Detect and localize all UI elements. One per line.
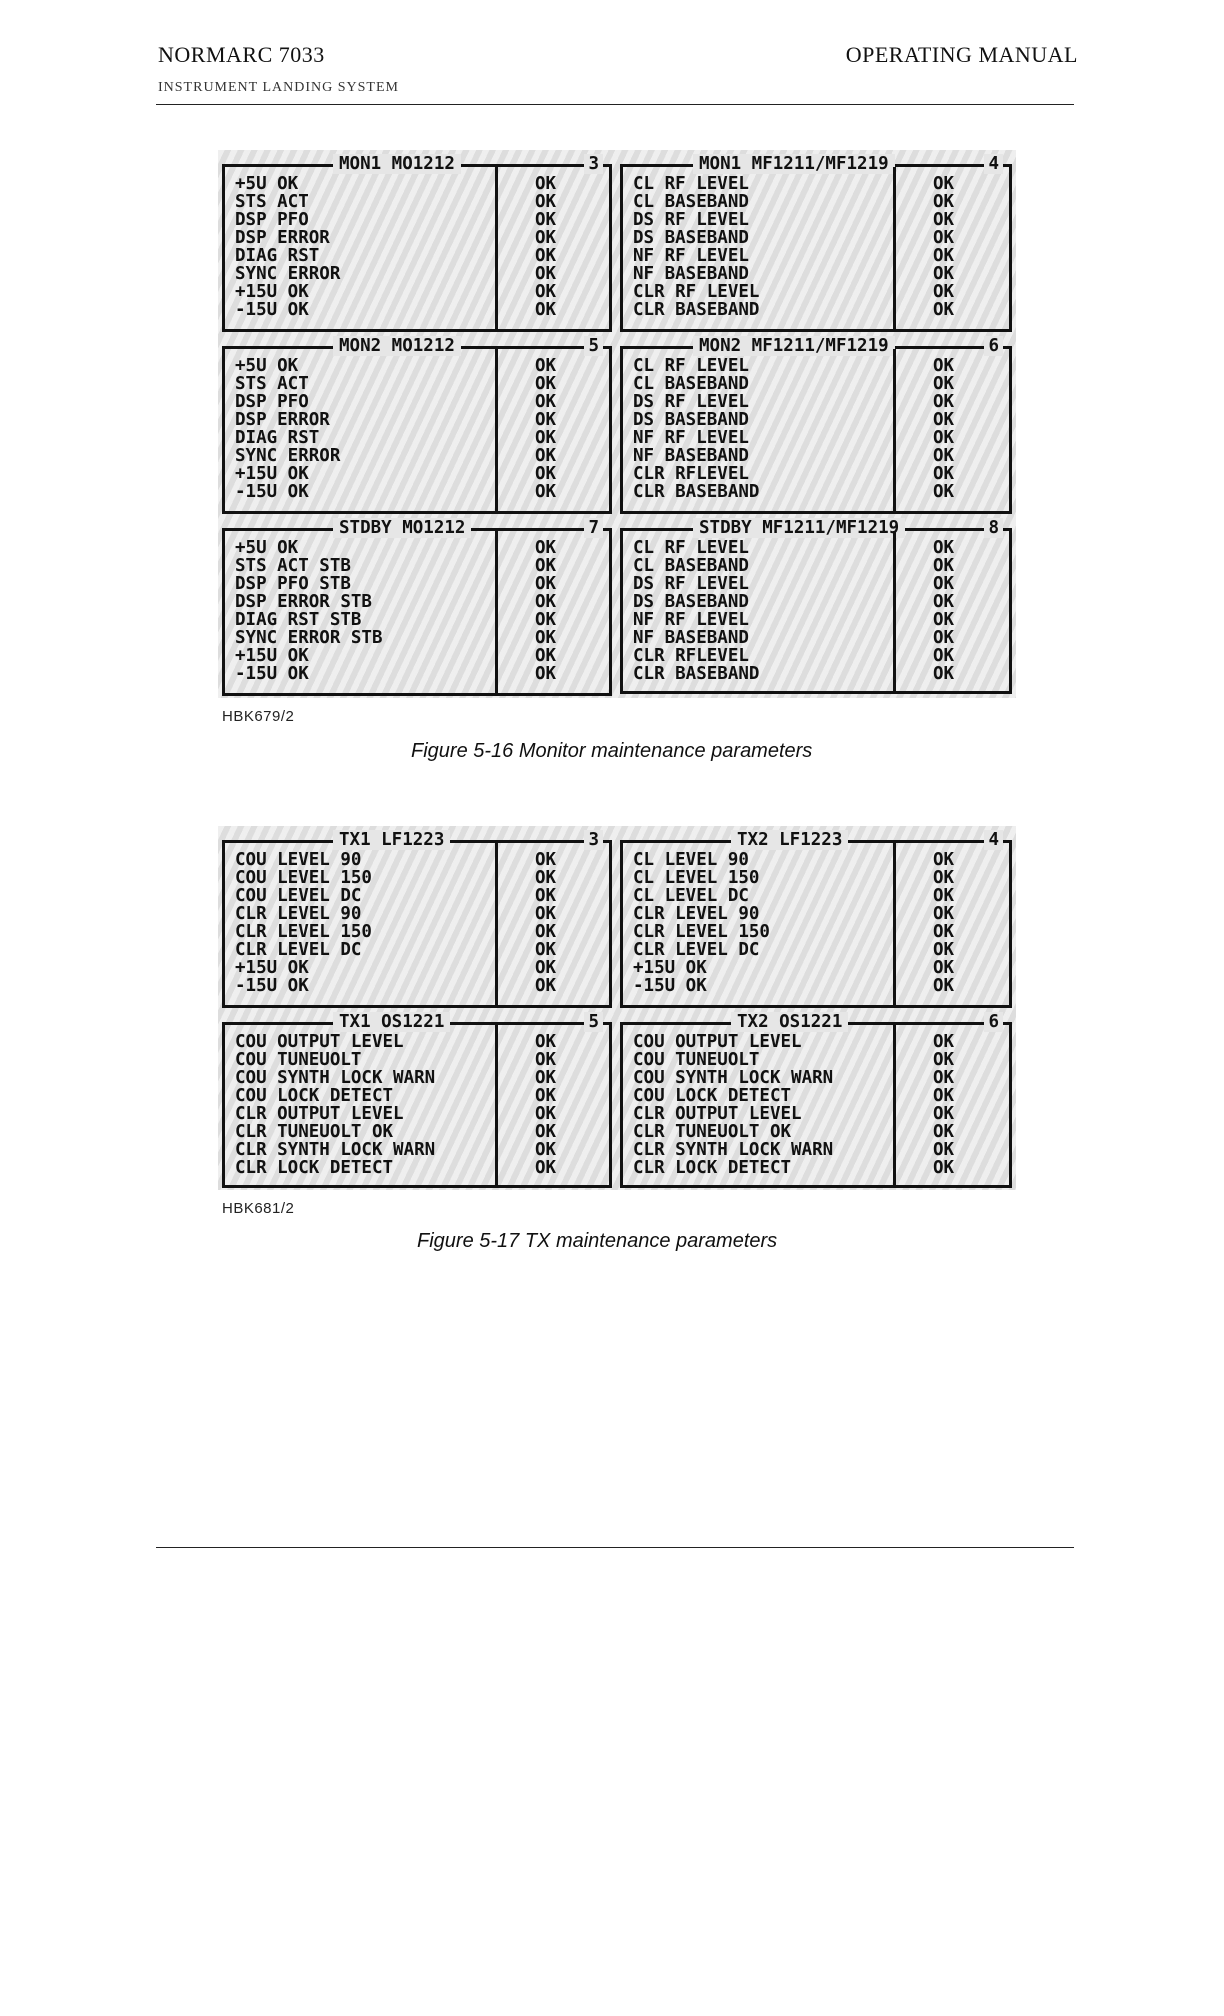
parameter-status: OK: [535, 428, 557, 448]
parameter-label: SYNC ERROR: [235, 264, 341, 284]
parameter-status: OK: [933, 410, 955, 430]
parameter-label: CLR LEVEL DC: [633, 940, 760, 960]
parameter-label: COU LOCK DETECT: [235, 1086, 394, 1106]
footer-rule: [156, 1547, 1074, 1548]
parameter-label: COU SYNTH LOCK WARN: [235, 1068, 436, 1088]
parameter-label: COU SYNTH LOCK WARN: [633, 1068, 834, 1088]
parameter-label: DS BASEBAND: [633, 592, 749, 612]
parameter-status: OK: [933, 1122, 955, 1142]
parameter-label: DSP ERROR: [235, 228, 330, 248]
parameter-labels: [633, 357, 759, 501]
parameter-status: OK: [535, 976, 557, 996]
parameter-label: CL RF LEVEL: [633, 356, 749, 376]
panel-title: TX2 LF1223: [731, 830, 848, 850]
parameter-status: OK: [933, 574, 955, 594]
parameter-label: -15U OK: [235, 300, 309, 320]
parameter-status: OK: [933, 868, 955, 888]
parameter-status: OK: [933, 1050, 955, 1070]
parameter-label: +15U OK: [235, 958, 309, 978]
parameter-label: +15U OK: [633, 958, 707, 978]
parameter-values: [535, 175, 556, 319]
parameter-status: OK: [535, 1158, 557, 1178]
parameter-labels: [235, 1033, 435, 1177]
figure-5-17-ref: HBK681/2: [222, 1200, 295, 1217]
panel-number: 5: [584, 336, 603, 356]
panel-title: MON1 MO1212: [333, 154, 461, 174]
parameter-label: CLR OUTPUT LEVEL: [235, 1104, 404, 1124]
panel-title: MON2 MO1212: [333, 336, 461, 356]
panel-divider: [495, 349, 498, 511]
parameter-label: CLR LEVEL DC: [235, 940, 362, 960]
parameter-label: -15U OK: [235, 664, 309, 684]
panel-number: 4: [984, 154, 1003, 174]
parameter-label: CLR BASEBAND: [633, 664, 760, 684]
parameter-label: CL BASEBAND: [633, 556, 749, 576]
parameter-labels: [633, 851, 770, 995]
parameter-label: CL BASEBAND: [633, 374, 749, 394]
parameter-label: DS BASEBAND: [633, 410, 749, 430]
panel-divider: [893, 843, 896, 1005]
parameter-label: COU TUNEUOLT: [235, 1050, 362, 1070]
parameter-labels: [235, 175, 340, 319]
parameter-label: DSP ERROR: [235, 410, 330, 430]
parameter-status: OK: [535, 664, 557, 684]
parameter-status: OK: [535, 1086, 557, 1106]
parameter-status: OK: [535, 410, 557, 430]
parameter-status: OK: [535, 940, 557, 960]
parameter-status: OK: [933, 646, 955, 666]
parameter-label: CL LEVEL DC: [633, 886, 749, 906]
parameter-status: OK: [535, 356, 557, 376]
parameter-status: OK: [933, 428, 955, 448]
parameter-label: CLR RFLEVEL: [633, 464, 749, 484]
parameter-label: NF BASEBAND: [633, 628, 749, 648]
parameter-status: OK: [535, 904, 557, 924]
parameter-values: [933, 539, 954, 683]
header-manual-title: OPERATING MANUAL: [845, 42, 1078, 67]
panel-number: 6: [984, 1012, 1003, 1032]
panel-number: 6: [984, 336, 1003, 356]
parameter-status: OK: [535, 210, 557, 230]
panel-mon1-mf1211: [620, 154, 1012, 332]
figure-5-16-ref: HBK679/2: [222, 708, 295, 725]
parameter-label: COU OUTPUT LEVEL: [633, 1032, 802, 1052]
parameter-label: +15U OK: [235, 464, 309, 484]
parameter-status: OK: [535, 282, 557, 302]
parameter-label: DS RF LEVEL: [633, 574, 749, 594]
parameter-values: [933, 175, 954, 319]
panel-title: STDBY MF1211/MF1219: [693, 518, 905, 538]
parameter-status: OK: [535, 264, 557, 284]
figure-5-17-caption: Figure 5-17 TX maintenance parameters: [417, 1230, 778, 1252]
panel-tx1-os1221: [222, 1012, 612, 1188]
parameter-label: +15U OK: [235, 282, 309, 302]
parameter-status: OK: [933, 1104, 955, 1124]
parameter-status: OK: [535, 192, 557, 212]
figure-5-16-caption: Figure 5-16 Monitor maintenance parameters: [411, 740, 813, 762]
parameter-status: OK: [933, 904, 955, 924]
panel-tx1-lf1223: [222, 830, 612, 1008]
parameter-label: CLR RF LEVEL: [633, 282, 760, 302]
figure-5-17-screen: [218, 826, 1016, 1190]
parameter-label: CLR LOCK DETECT: [235, 1158, 394, 1178]
parameter-values: [535, 539, 556, 683]
parameter-label: +5U OK: [235, 174, 299, 194]
parameter-status: OK: [933, 556, 955, 576]
parameter-status: OK: [535, 300, 557, 320]
parameter-label: DSP ERROR STB: [235, 592, 372, 612]
parameter-label: COU LEVEL DC: [235, 886, 362, 906]
parameter-label: NF RF LEVEL: [633, 610, 749, 630]
parameter-label: CLR TUNEUOLT OK: [235, 1122, 394, 1142]
panel-number: 3: [584, 830, 603, 850]
parameter-status: OK: [933, 1158, 955, 1178]
parameter-status: OK: [535, 246, 557, 266]
parameter-label: COU LEVEL 90: [235, 850, 362, 870]
parameter-status: OK: [933, 610, 955, 630]
parameter-label: CLR BASEBAND: [633, 482, 760, 502]
parameter-label: COU TUNEUOLT: [633, 1050, 760, 1070]
parameter-values: [535, 1033, 556, 1177]
parameter-status: OK: [535, 1068, 557, 1088]
parameter-label: -15U OK: [235, 482, 309, 502]
panel-title: STDBY MO1212: [333, 518, 471, 538]
parameter-values: [535, 357, 556, 501]
panel-mon1-mo1212: [222, 154, 612, 332]
parameter-status: OK: [933, 464, 955, 484]
parameter-values: [933, 851, 954, 995]
parameter-status: OK: [933, 628, 955, 648]
parameter-label: DS BASEBAND: [633, 228, 749, 248]
parameter-status: OK: [933, 374, 955, 394]
parameter-label: NF RF LEVEL: [633, 246, 749, 266]
parameter-label: SYNC ERROR STB: [235, 628, 383, 648]
parameter-status: OK: [535, 446, 557, 466]
panel-number: 8: [984, 518, 1003, 538]
parameter-status: OK: [933, 192, 955, 212]
parameter-label: NF BASEBAND: [633, 446, 749, 466]
panel-divider: [893, 1025, 896, 1185]
parameter-status: OK: [535, 228, 557, 248]
parameter-status: OK: [933, 1068, 955, 1088]
parameter-status: OK: [535, 1050, 557, 1070]
parameter-status: OK: [933, 228, 955, 248]
parameter-labels: [633, 1033, 833, 1177]
parameter-label: DIAG RST: [235, 246, 320, 266]
parameter-labels: [235, 357, 340, 501]
parameter-label: CLR SYNTH LOCK WARN: [235, 1140, 436, 1160]
panel-number: 5: [584, 1012, 603, 1032]
parameter-status: OK: [933, 210, 955, 230]
parameter-label: CL RF LEVEL: [633, 538, 749, 558]
parameter-status: OK: [933, 356, 955, 376]
panel-mon2-mf1211: [620, 336, 1012, 514]
parameter-status: OK: [933, 246, 955, 266]
parameter-label: DSP PFO: [235, 210, 309, 230]
parameter-status: OK: [933, 592, 955, 612]
header-rule: [156, 104, 1074, 105]
parameter-label: STS ACT: [235, 374, 309, 394]
parameter-status: OK: [535, 922, 557, 942]
parameter-status: OK: [933, 940, 955, 960]
parameter-status: OK: [933, 976, 955, 996]
parameter-label: CL LEVEL 150: [633, 868, 760, 888]
parameter-label: SYNC ERROR: [235, 446, 341, 466]
parameter-labels: [633, 175, 759, 319]
parameter-labels: [235, 539, 383, 683]
parameter-label: CLR BASEBAND: [633, 300, 760, 320]
panel-tx2-os1221: [620, 1012, 1012, 1188]
panel-title: MON2 MF1211/MF1219: [693, 336, 895, 356]
parameter-label: CLR LEVEL 150: [235, 922, 372, 942]
parameter-label: DSP PFO: [235, 392, 309, 412]
parameter-label: COU OUTPUT LEVEL: [235, 1032, 404, 1052]
parameter-status: OK: [933, 392, 955, 412]
parameter-status: OK: [933, 922, 955, 942]
parameter-status: OK: [933, 282, 955, 302]
parameter-values: [933, 357, 954, 501]
parameter-status: OK: [535, 538, 557, 558]
panel-number: 7: [584, 518, 603, 538]
parameter-label: -15U OK: [235, 976, 309, 996]
header-product-title: NORMARC 7033: [158, 42, 325, 67]
parameter-values: [933, 1033, 954, 1177]
parameter-status: OK: [933, 482, 955, 502]
parameter-status: OK: [535, 868, 557, 888]
parameter-status: OK: [535, 850, 557, 870]
parameter-label: COU LOCK DETECT: [633, 1086, 792, 1106]
panel-divider: [495, 843, 498, 1005]
panel-number: 3: [584, 154, 603, 174]
parameter-label: CLR LOCK DETECT: [633, 1158, 792, 1178]
panel-title: MON1 MF1211/MF1219: [693, 154, 895, 174]
parameter-status: OK: [535, 556, 557, 576]
parameter-label: DIAG RST: [235, 428, 320, 448]
parameter-label: -15U OK: [633, 976, 707, 996]
parameter-label: DSP PFO STB: [235, 574, 351, 594]
parameter-label: CLR LEVEL 90: [235, 904, 362, 924]
panel-divider: [495, 167, 498, 329]
parameter-status: OK: [535, 628, 557, 648]
panel-number: 4: [984, 830, 1003, 850]
parameter-status: OK: [535, 174, 557, 194]
panel-divider: [893, 531, 896, 691]
parameter-labels: [633, 539, 759, 683]
parameter-label: DIAG RST STB: [235, 610, 362, 630]
parameter-status: OK: [535, 610, 557, 630]
parameter-status: OK: [535, 482, 557, 502]
parameter-status: OK: [535, 392, 557, 412]
panel-tx2-lf1223: [620, 830, 1012, 1008]
parameter-label: NF RF LEVEL: [633, 428, 749, 448]
parameter-status: OK: [535, 592, 557, 612]
parameter-status: OK: [933, 850, 955, 870]
parameter-labels: [235, 851, 372, 995]
parameter-status: OK: [933, 174, 955, 194]
parameter-status: OK: [535, 374, 557, 394]
parameter-label: CL BASEBAND: [633, 192, 749, 212]
parameter-label: +5U OK: [235, 356, 299, 376]
parameter-status: OK: [933, 958, 955, 978]
parameter-status: OK: [933, 538, 955, 558]
parameter-label: COU LEVEL 150: [235, 868, 372, 888]
parameter-status: OK: [933, 264, 955, 284]
parameter-status: OK: [535, 464, 557, 484]
parameter-status: OK: [535, 1104, 557, 1124]
panel-divider: [495, 1025, 498, 1185]
parameter-values: [535, 851, 556, 995]
parameter-label: CLR RFLEVEL: [633, 646, 749, 666]
parameter-status: OK: [535, 646, 557, 666]
parameter-label: STS ACT STB: [235, 556, 351, 576]
parameter-status: OK: [933, 300, 955, 320]
panel-divider: [893, 349, 896, 511]
parameter-label: STS ACT: [235, 192, 309, 212]
parameter-label: CLR LEVEL 150: [633, 922, 770, 942]
parameter-status: OK: [535, 958, 557, 978]
panel-stdby-mf1211: [620, 518, 1012, 694]
parameter-status: OK: [535, 1032, 557, 1052]
panel-title: TX1 LF1223: [333, 830, 450, 850]
panel-title: TX1 OS1221: [333, 1012, 450, 1032]
panel-stdby-mo1212: [222, 518, 612, 696]
parameter-label: CL RF LEVEL: [633, 174, 749, 194]
parameter-status: OK: [933, 1032, 955, 1052]
parameter-status: OK: [535, 886, 557, 906]
panel-title: TX2 OS1221: [731, 1012, 848, 1032]
panel-divider: [893, 167, 896, 329]
header-product-subtitle: INSTRUMENT LANDING SYSTEM: [158, 80, 399, 95]
parameter-label: NF BASEBAND: [633, 264, 749, 284]
parameter-status: OK: [933, 446, 955, 466]
parameter-status: OK: [933, 664, 955, 684]
parameter-label: DS RF LEVEL: [633, 392, 749, 412]
parameter-label: CLR OUTPUT LEVEL: [633, 1104, 802, 1124]
parameter-status: OK: [535, 1140, 557, 1160]
parameter-status: OK: [933, 1086, 955, 1106]
parameter-status: OK: [535, 1122, 557, 1142]
parameter-label: CLR TUNEUOLT OK: [633, 1122, 792, 1142]
panel-mon2-mo1212: [222, 336, 612, 514]
parameter-label: +5U OK: [235, 538, 299, 558]
parameter-status: OK: [933, 886, 955, 906]
parameter-label: CL LEVEL 90: [633, 850, 749, 870]
parameter-label: CLR LEVEL 90: [633, 904, 760, 924]
parameter-label: +15U OK: [235, 646, 309, 666]
parameter-status: OK: [933, 1140, 955, 1160]
parameter-label: CLR SYNTH LOCK WARN: [633, 1140, 834, 1160]
figure-5-16-screen: [218, 150, 1016, 698]
panel-divider: [495, 531, 498, 693]
parameter-label: DS RF LEVEL: [633, 210, 749, 230]
parameter-status: OK: [535, 574, 557, 594]
